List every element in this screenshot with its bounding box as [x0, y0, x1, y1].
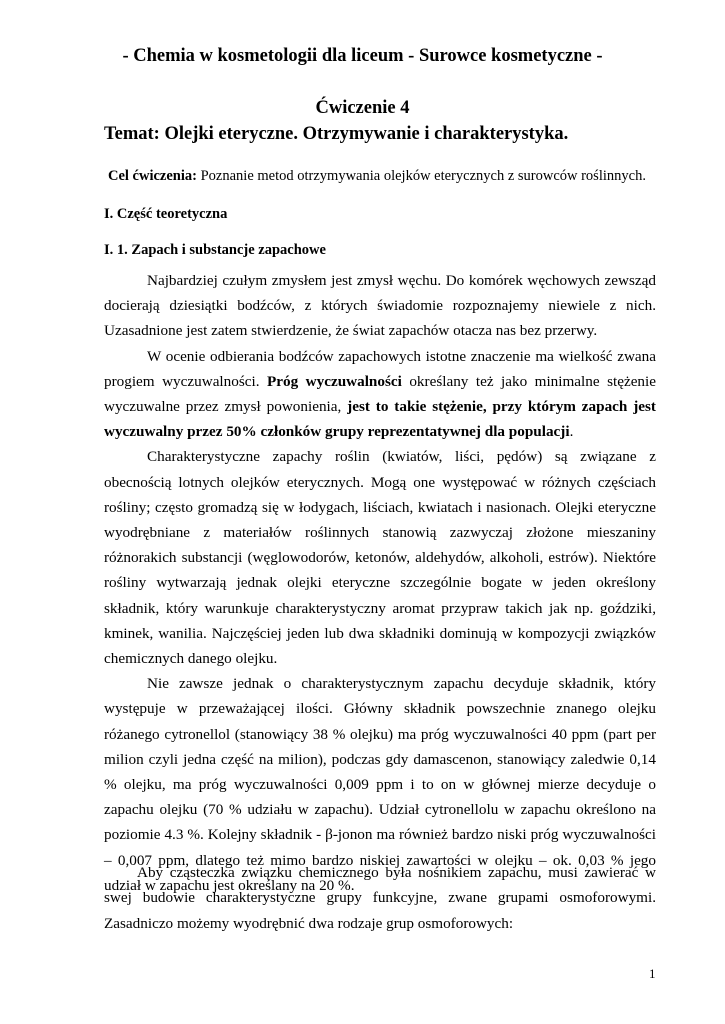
exercise-heading: Ćwiczenie 4	[315, 98, 410, 118]
paragraph-2-part-c: określany też jako minimalne stężenie wyczuwalne przez zmysł powonienia,	[104, 372, 656, 416]
goal-text: Poznanie metod otrzymywania olejków eterycznych z surowców roślinnych.	[196, 168, 646, 184]
document-title: - Chemia w kosmetologii dla liceum - Surowce kosmetyczne -	[122, 46, 603, 66]
body-text	[104, 268, 656, 898]
paragraph-2-part-e: .	[569, 423, 574, 441]
subsection-heading: I. 1. Zapach i substancje zapachowe	[104, 242, 326, 258]
paragraph-5: Aby cząsteczka związku chemicznego była nośnikiem zapachu, musi zawierać w swej budowie charakterystyczne grupy funkcyjne, zwane grupami osmoforowymi. Zasadniczo możemy wyodrębnić dwa rodzaje grup osmoforowych:	[104, 864, 656, 932]
paragraph-2-part-a: W ocenie odbierania bodźców zapachowych istotne znaczenie ma wielkość zwana progiem wyczuwalności.	[104, 347, 656, 390]
paragraph-3: Charakterystyczne zapachy roślin (kwiatów, liści, pędów) są związane z obecnością lotnych olejków eterycznych. Mogą one występować w różnych częściach rośliny; często gromadzą się w łodygach, liściach, kwiatach i nasionach. Olejki eteryczne wyodrębniane z materiałów roślinnych stanowią zazwyczaj złożone mieszaniny różnorakich substancji (węglowodorów, ketonów, aldehydów, alkoholi, estrów). Niektóre rośliny wytwarzają jednak olejki eteryczne szczególnie bogate w jeden określony składnik, który warunkuje charakterystyczny aromat przypraw takich jak np. goździki, kminek, wanilia. Najczęściej jeden lub dwa składniki dominują w kompozycji związków chemicznych danego olejku.	[104, 448, 656, 668]
goal-label: Cel ćwiczenia:	[108, 168, 197, 184]
paragraph-4: Nie zawsze jednak o charakterystycznym zapachu decyduje składnik, który występuje w przeważającej ilości. Główny składnik powszechnie znanego olejku różanego cytronellol (stanowiący 38 % olejku) ma próg wyczuwalności 40 ppm (part per milion czyli jedna część na milion), podczas gdy damascenon, stanowiący zaledwie 0,14 % olejku, ma próg wyczuwalności 0,009 ppm i to on w głównej mierze decyduje o zapachu olejku (70 % udziału w zapachu). Udział cytronellolu w zapachu określono na poziomie 4.3 %. Kolejny składnik - β-jonon ma również bardzo niski próg wyczuwalności – 0,007 ppm, dlatego też mimo bardzo niskiej zawartości w olejku – ok. 0,03 % jego udział w zapachu jest określany na 20 %.	[104, 675, 656, 894]
paragraph-1: Najbardziej czułym zmysłem jest zmysł węchu. Do komórek węchowych zewsząd docierają dziesiątki bodźców, z których świadomie rozpoznajemy niewiele z nich. Uzasadnione jest zatem stwierdzenie, że świat zapachów otacza nas bez przerwy.	[104, 272, 656, 340]
topic-heading: Temat: Olejki eteryczne. Otrzymywanie i charakterystyka.	[104, 124, 569, 144]
threshold-definition: jest to takie stężenie, przy którym zapach jest wyczuwalny przez 50% członków grupy reprezentatywnej dla populacji	[104, 398, 656, 441]
exercise-goal	[108, 168, 646, 185]
section-heading: I. Część teoretyczna	[104, 206, 228, 222]
page-number: 1	[649, 966, 656, 981]
threshold-term: Próg wyczuwalności	[266, 372, 402, 390]
body-text-continued	[104, 860, 656, 936]
paragraph-2	[104, 344, 656, 445]
